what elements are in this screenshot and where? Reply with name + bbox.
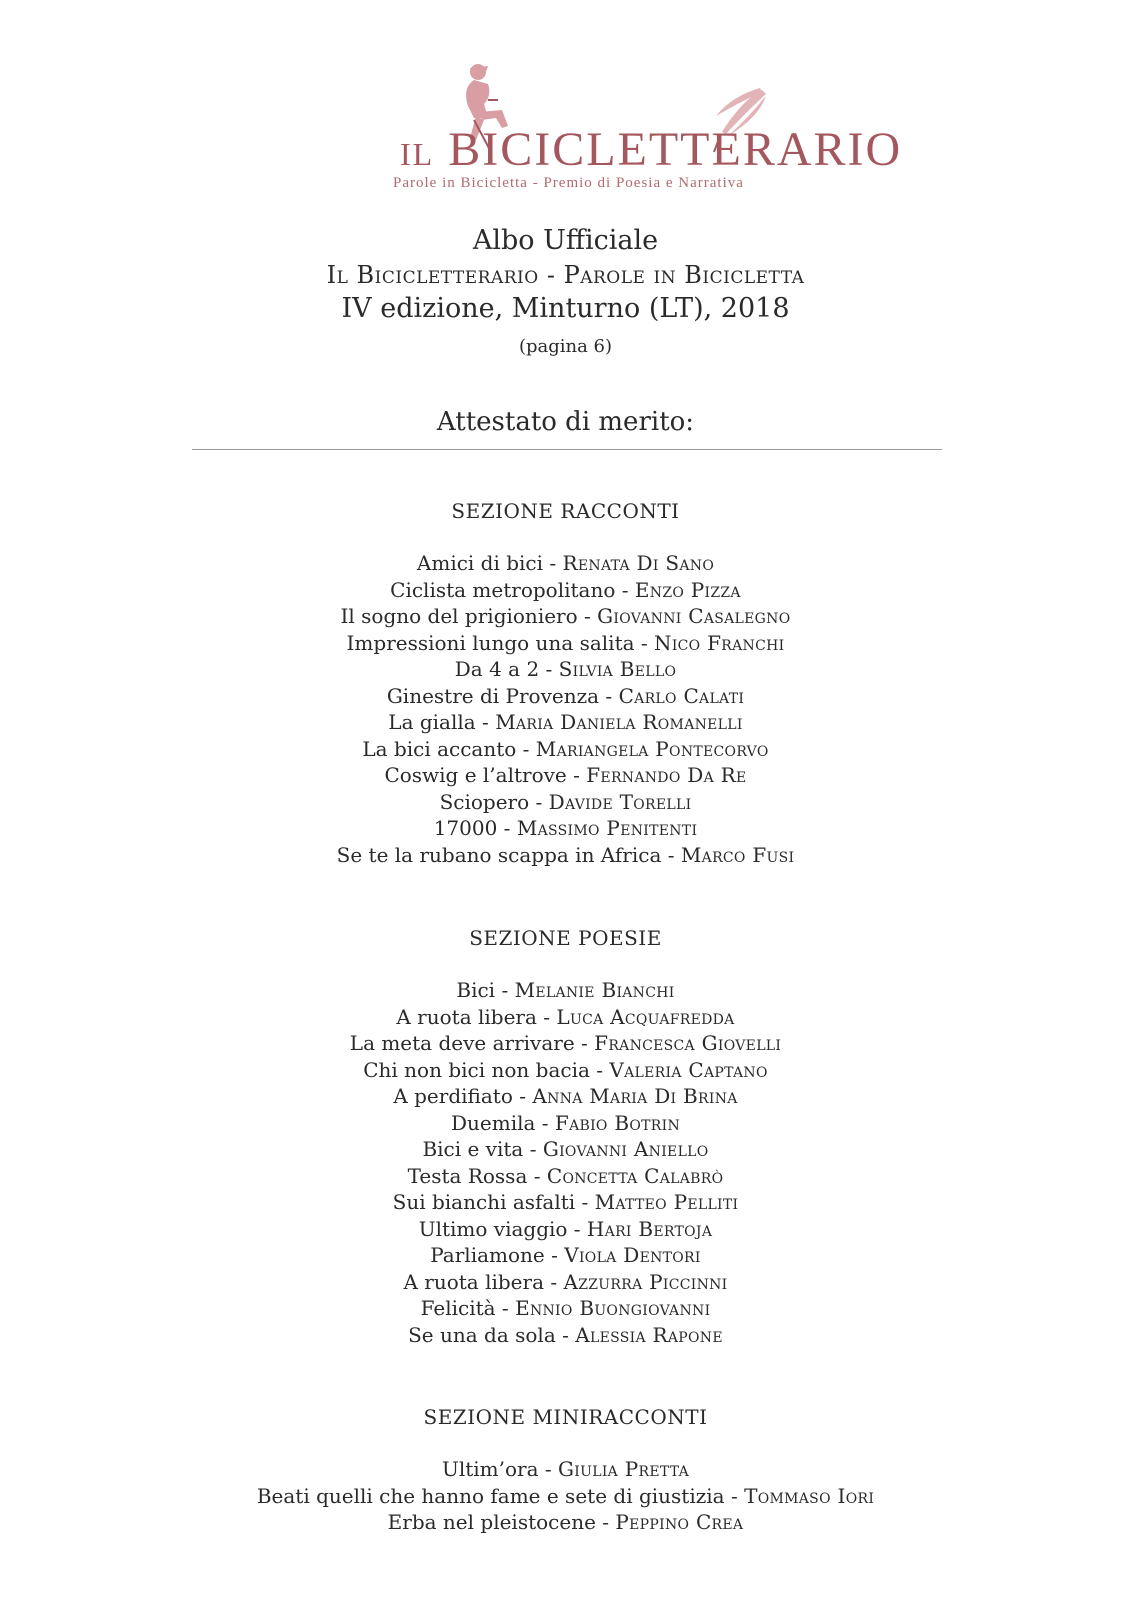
work-title: Amici di bici <box>416 551 544 575</box>
author-name: Silvia Bello <box>558 657 677 681</box>
work-title: Da 4 a 2 <box>454 657 540 681</box>
work-title: Coswig e l’altrove <box>384 763 567 787</box>
list-item: A ruota libera - Azzurra Piccinni <box>403 1269 728 1294</box>
work-title: A ruota libera <box>396 1004 537 1029</box>
author-name: Alessia Rapone <box>575 1322 723 1347</box>
list-item: Sui bianchi asfalti - Matteo Pelliti <box>392 1190 739 1214</box>
logo-title-small: IL <box>400 136 435 172</box>
author-name: Viola Dentori <box>564 1243 701 1267</box>
work-title: Sciopero <box>439 789 530 814</box>
award-name: Il Bicicletterario - Parole in Bicicletta <box>326 261 805 289</box>
list-item: Sciopero - Davide Torelli <box>439 789 692 814</box>
entry-list <box>0 1456 1131 1536</box>
work-title: Ultim’ora <box>441 1457 539 1481</box>
author-name: Davide Torelli <box>548 789 692 814</box>
work-title: Beati quelli che hanno fame e sete di giustizia <box>256 1483 725 1508</box>
work-title: La bici accanto <box>362 736 517 761</box>
author-name: Luca Acquafredda <box>556 1004 735 1029</box>
work-title: A ruota libera <box>403 1269 544 1294</box>
list-item: Impressioni lungo una salita - Nico Franchi <box>346 630 785 655</box>
list-item: 17000 - Massimo Penitenti <box>433 816 698 840</box>
author-name: Peppino Crea <box>615 1510 744 1534</box>
work-title: Bici e vita <box>422 1137 524 1161</box>
divider <box>192 449 942 450</box>
author-name: Melanie Bianchi <box>514 978 675 1002</box>
author-name: Fabio Botrin <box>554 1110 680 1135</box>
attestato-heading: Attestato di merito: <box>436 407 695 437</box>
work-title: A perdifiato <box>393 1084 513 1108</box>
list-item: La bici accanto - Mariangela Pontecorvo <box>362 736 769 761</box>
list-item: La meta deve arrivare - Francesca Giovelli <box>349 1031 782 1055</box>
author-name: Nico Franchi <box>654 630 785 655</box>
author-name: Hari Bertoja <box>586 1216 713 1241</box>
section-title: SEZIONE RACCONTI <box>451 499 680 523</box>
author-name: Giovanni Aniello <box>542 1137 709 1161</box>
author-name: Anna Maria Di Brina <box>532 1084 738 1108</box>
section-title: SEZIONE POESIE <box>469 926 662 950</box>
list-item: La gialla - Maria Daniela Romanelli <box>388 710 743 734</box>
work-title: Se te la rubano scappa in Africa <box>336 842 662 867</box>
list-item: Coswig e l’altrove - Fernando Da Re <box>384 763 747 787</box>
author-name: Mariangela Pontecorvo <box>535 736 769 761</box>
document-title: Albo Ufficiale <box>472 225 659 256</box>
work-title: Il sogno del prigioniero <box>340 604 578 628</box>
section-title: SEZIONE MINIRACCONTI <box>423 1405 708 1429</box>
list-item: Beati quelli che hanno fame e sete di giustizia - Tommaso Iori <box>256 1483 875 1508</box>
list-item: Amici di bici - Renata Di Sano <box>416 551 715 575</box>
author-name: Giulia Pretta <box>558 1457 690 1481</box>
work-title: Parliamone <box>430 1243 545 1267</box>
list-item: Ginestre di Provenza - Carlo Calati <box>386 683 745 708</box>
work-title: 17000 <box>433 816 498 840</box>
list-item: Ultim’ora - Giulia Pretta <box>441 1457 690 1481</box>
author-name: Maria Daniela Romanelli <box>495 710 743 734</box>
author-name: Concetta Calabrò <box>546 1163 724 1188</box>
author-name: Giovanni Casalegno <box>597 604 791 628</box>
list-item: A perdifiato - Anna Maria Di Brina <box>393 1084 738 1108</box>
list-item: Erba nel pleistocene - Peppino Crea <box>387 1510 744 1534</box>
work-title: Testa Rossa <box>407 1163 528 1188</box>
list-item: Se una da sola - Alessia Rapone <box>408 1322 723 1347</box>
list-item: Testa Rossa - Concetta Calabrò <box>407 1163 724 1188</box>
page-number: (pagina 6) <box>518 336 613 357</box>
edition-line: IV edizione, Minturno (LT), 2018 <box>341 293 790 324</box>
list-item: Ultimo viaggio - Hari Bertoja <box>418 1216 713 1241</box>
author-name: Fernando Da Re <box>586 763 747 787</box>
author-name: Ennio Buongiovanni <box>515 1296 711 1320</box>
section-racconti <box>0 498 1131 868</box>
list-item: Se te la rubano scappa in Africa - Marco Fusi <box>336 842 795 867</box>
work-title: La meta deve arrivare <box>349 1031 575 1055</box>
author-name: Massimo Penitenti <box>516 816 698 840</box>
list-item: Chi non bici non bacia - Valeria Captano <box>363 1057 768 1082</box>
work-title: Impressioni lungo una salita <box>346 630 635 655</box>
work-title: Duemila <box>451 1110 536 1135</box>
logo-title-big: BICICLETTERARIO <box>448 123 903 176</box>
list-item: Ciclista metropolitano - Enzo Pizza <box>390 577 741 602</box>
author-name: Tommaso Iori <box>744 1483 875 1508</box>
document-header <box>0 224 1131 360</box>
list-item: Da 4 a 2 - Silvia Bello <box>454 657 677 681</box>
list-item: Il sogno del prigioniero - Giovanni Casalegno <box>340 604 791 628</box>
logo <box>370 60 903 210</box>
work-title: Chi non bici non bacia <box>363 1057 590 1082</box>
work-title: Felicità <box>420 1296 496 1320</box>
author-name: Enzo Pizza <box>634 577 741 602</box>
author-name: Francesca Giovelli <box>594 1031 782 1055</box>
work-title: Ciclista metropolitano <box>390 577 616 602</box>
list-item: Felicità - Ennio Buongiovanni <box>420 1296 711 1320</box>
entry-list <box>0 550 1131 868</box>
author-name: Carlo Calati <box>618 683 745 708</box>
author-name: Renata Di Sano <box>562 551 715 575</box>
list-item: Bici e vita - Giovanni Aniello <box>422 1137 709 1161</box>
work-title: Ultimo viaggio <box>418 1216 568 1241</box>
author-name: Valeria Captano <box>609 1057 768 1082</box>
entry-list <box>0 977 1131 1348</box>
author-name: Marco Fusi <box>680 842 795 867</box>
list-item: Duemila - Fabio Botrin <box>451 1110 680 1135</box>
author-name: Azzurra Piccinni <box>563 1269 728 1294</box>
list-item: A ruota libera - Luca Acquafredda <box>396 1004 735 1029</box>
logo-wordmark <box>400 122 902 177</box>
author-name: Matteo Pelliti <box>594 1190 739 1214</box>
logo-subtitle: Parole in Bicicletta - Premio di Poesia e Narrativa <box>393 175 744 191</box>
work-title: Se una da sola <box>408 1322 556 1347</box>
list-item: Bici - Melanie Bianchi <box>456 978 675 1002</box>
work-title: Sui bianchi asfalti <box>392 1190 576 1214</box>
work-title: Ginestre di Provenza <box>386 683 600 708</box>
work-title: La gialla <box>388 710 476 734</box>
section-poesie <box>0 925 1131 1348</box>
list-item: Parliamone - Viola Dentori <box>430 1243 701 1267</box>
work-title: Erba nel pleistocene <box>387 1510 596 1534</box>
work-title: Bici <box>456 978 496 1002</box>
section-miniracconti <box>0 1404 1131 1536</box>
